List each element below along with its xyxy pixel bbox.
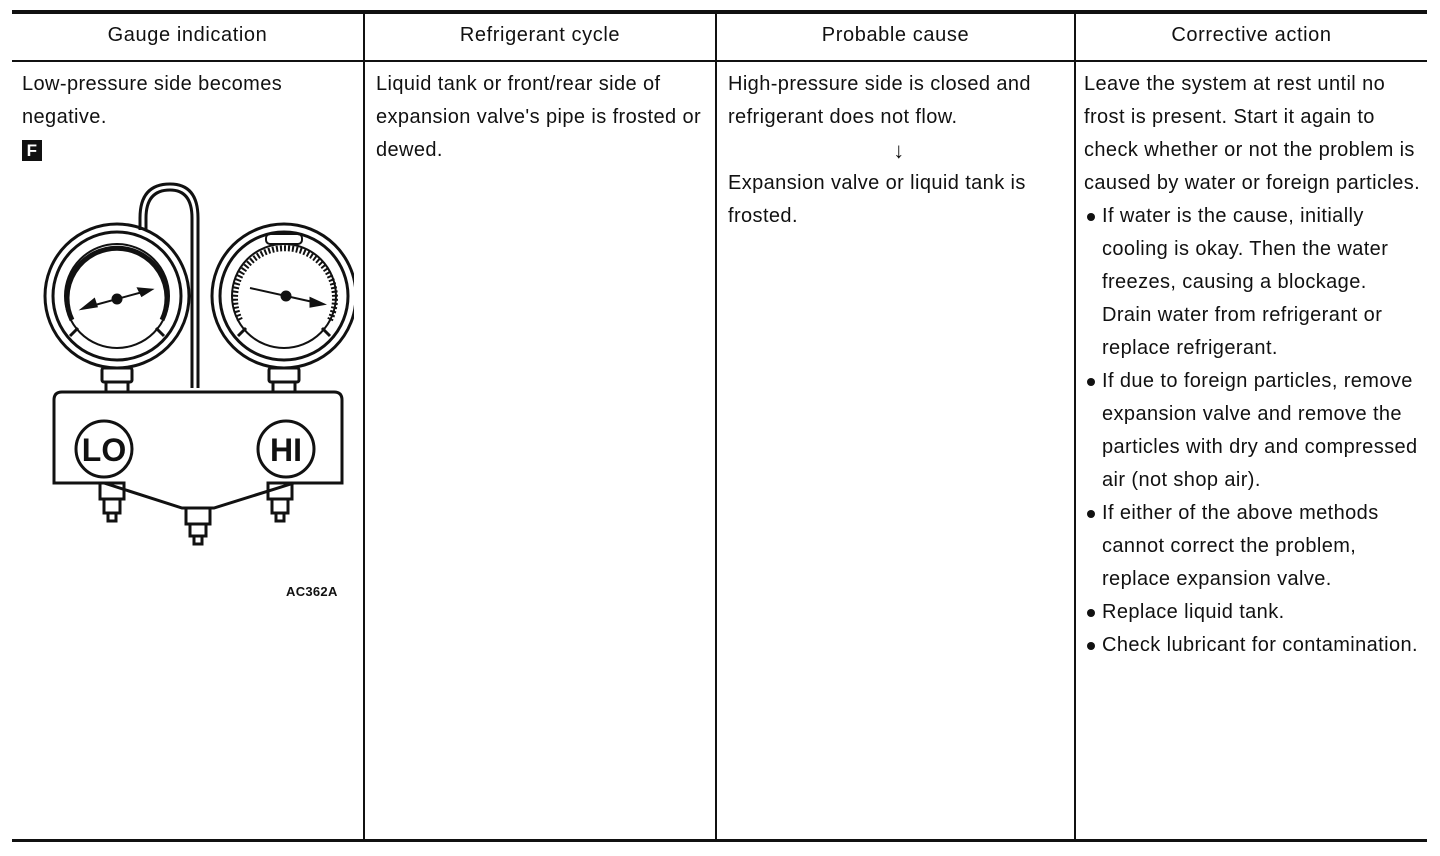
probable-cause-line1: High-pressure side is closed and refrigerant does not flow.: [728, 73, 1031, 128]
refrigerant-cycle-cell: [376, 68, 711, 167]
corrective-action-list: [1084, 200, 1426, 662]
header-divider: [12, 60, 1427, 62]
header-probable-cause: Probable cause: [821, 24, 970, 46]
manifold-gauge-figure: [34, 178, 354, 548]
list-item-text: Replace liquid tank.: [1102, 601, 1285, 623]
table-bottom-rule: [12, 839, 1427, 842]
gauge-indication-cell: [22, 68, 357, 167]
lo-gauge-icon: [45, 224, 189, 392]
probable-cause-line2: Expansion valve or liquid tank is frosted.: [728, 172, 1026, 227]
header-gauge-indication: Gauge indication: [107, 24, 268, 46]
list-item-text: If either of the above methods cannot correct the problem, replace expansion valve.: [1102, 502, 1379, 590]
list-item-text: If due to foreign particles, remove expansion valve and remove the particles with dry and compressed air (not shop air).: [1102, 370, 1418, 491]
refrigerant-cycle-text: Liquid tank or front/rear side of expansion valve's pipe is frosted or dewed.: [376, 73, 702, 161]
header-corrective-action: Corrective action: [1171, 24, 1332, 46]
figure-id-label: AC362A: [286, 584, 338, 599]
fitting-center-icon: [186, 508, 210, 544]
flag-badge: F: [22, 140, 42, 161]
list-item-text: Check lubricant for contamination.: [1102, 634, 1418, 656]
hi-gauge-icon: [212, 224, 354, 392]
header-refrigerant-cycle: Refrigerant cycle: [459, 24, 621, 46]
down-arrow-icon: ↓: [893, 138, 905, 163]
list-item: [1084, 365, 1426, 497]
troubleshooting-table: [12, 10, 1427, 842]
column-divider-2: [715, 12, 717, 842]
list-item: [1084, 596, 1426, 629]
column-divider-1: [363, 12, 365, 842]
table-top-rule-thin: [12, 13, 1427, 14]
column-divider-3: [1074, 12, 1076, 842]
probable-cause-cell: [728, 68, 1070, 233]
gauge-indication-text: Low-pressure side becomes negative.: [22, 73, 283, 128]
lo-label: LO: [81, 432, 127, 468]
list-item: [1084, 200, 1426, 365]
list-item-subtext: Drain water from refrigerant or replace refrigerant.: [1102, 304, 1383, 359]
manifold-gauge-illustration: [34, 178, 354, 548]
corrective-action-intro: Leave the system at rest until no frost is present. Start it again to check whether or not the problem is caused by water or foreign particles.: [1084, 73, 1421, 194]
list-item: [1084, 629, 1426, 662]
hi-label: HI: [270, 432, 302, 468]
list-item-text: If water is the cause, initially cooling is okay. Then the water freezes, causing a blockage.: [1102, 205, 1389, 293]
list-item: [1084, 497, 1426, 596]
corrective-action-cell: [1084, 68, 1426, 662]
